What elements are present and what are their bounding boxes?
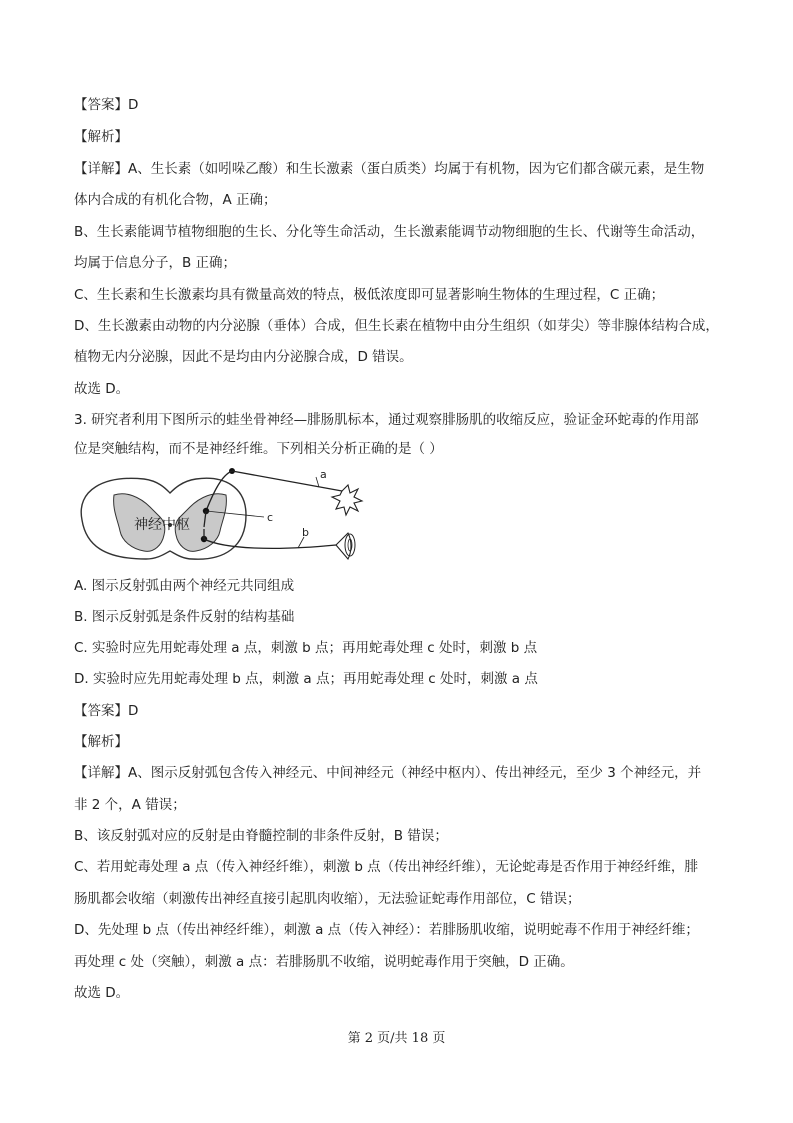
label-a: a bbox=[320, 468, 327, 481]
detail-line: 非 2 个，A 错误； bbox=[74, 797, 186, 813]
question-text: 3. 研究者利用下图所示的蛙坐骨神经—腓肠肌标本，通过观察腓肠肌的收缩反应，验证金环蛇毒的作用部 bbox=[74, 412, 699, 428]
detail-line: C、生长素和生长激素均具有微量高效的特点，极低浓度即可显著影响生物体的生理过程，C 正确； bbox=[74, 287, 665, 303]
label-c: c bbox=[267, 511, 274, 524]
analysis-label: 【解析】 bbox=[74, 734, 128, 750]
option-d: D. 实验时应先用蛇毒处理 b 点，刺激 a 点；再用蛇毒处理 c 处时，刺激 a 点 bbox=[74, 671, 538, 687]
detail-line: 体内合成的有机化合物，A 正确； bbox=[74, 192, 277, 208]
efferent-fiber bbox=[204, 539, 336, 548]
analysis-label: 【解析】 bbox=[74, 129, 128, 145]
reflex-arc-diagram bbox=[74, 465, 374, 565]
detail-line: 【详解】A、图示反射弧包含传入神经元、中间神经元（神经中枢内）、传出神经元，至少 3 个神经元，并 bbox=[74, 765, 702, 781]
detail-line: 均属于信息分子，B 正确； bbox=[74, 255, 237, 271]
detail-line: 再处理 c 处（突触），刺激 a 点：若腓肠肌不收缩，说明蛇毒作用于突触，D 正确。 bbox=[74, 954, 574, 970]
question-text: 位是突触结构，而不是神经纤维。下列相关分析正确的是（ ） bbox=[74, 441, 443, 457]
detail-line: D、先处理 b 点（传出神经纤维），刺激 a 点（传入神经）：若腓肠肌收缩，说明蛇毒不作用于神经纤维； bbox=[74, 922, 699, 938]
detail-line: 肠肌都会收缩（刺激传出神经直接引起肌肉收缩），无法验证蛇毒作用部位，C 错误； bbox=[74, 891, 581, 907]
detail-line: 【详解】A、生长素（如吲哚乙酸）和生长激素（蛋白质类）均属于有机物，因为它们都含碳元素，是生物 bbox=[74, 161, 705, 177]
detail-line: B、该反射弧对应的反射是由脊髓控制的非条件反射，B 错误； bbox=[74, 828, 448, 844]
page-footer: 第 2 页/共 18 页 bbox=[347, 1031, 446, 1046]
option-c: C. 实验时应先用蛇毒处理 a 点，刺激 b 点；再用蛇毒处理 c 处时，刺激 b 点 bbox=[74, 640, 538, 656]
detail-line: C、若用蛇毒处理 a 点（传入神经纤维），刺激 b 点（传出神经纤维），无论蛇毒是否作用于神经纤维，腓 bbox=[74, 859, 698, 875]
detail-line: B、生长素能调节植物细胞的生长、分化等生命活动，生长激素能调节动物细胞的生长、代谢等生命活动， bbox=[74, 224, 705, 240]
detail-line: 故选 D。 bbox=[74, 381, 130, 397]
detail-line: 植物无内分泌腺，因此不是均由内分泌腺合成，D 错误。 bbox=[74, 349, 413, 365]
label-b: b bbox=[302, 526, 309, 539]
answer-label: 【答案】D bbox=[74, 97, 139, 113]
detail-line: 故选 D。 bbox=[74, 985, 130, 1001]
detail-line: D、生长激素由动物的内分泌腺（垂体）合成，但生长素在植物中由分生组织（如芽尖）等非腺体结构合成， bbox=[74, 318, 719, 334]
answer-label: 【答案】D bbox=[74, 703, 139, 719]
option-a: A. 图示反射弧由两个神经元共同组成 bbox=[74, 578, 295, 594]
center-label: 神经中枢 bbox=[134, 517, 190, 533]
option-b: B. 图示反射弧是条件反射的结构基础 bbox=[74, 609, 295, 625]
